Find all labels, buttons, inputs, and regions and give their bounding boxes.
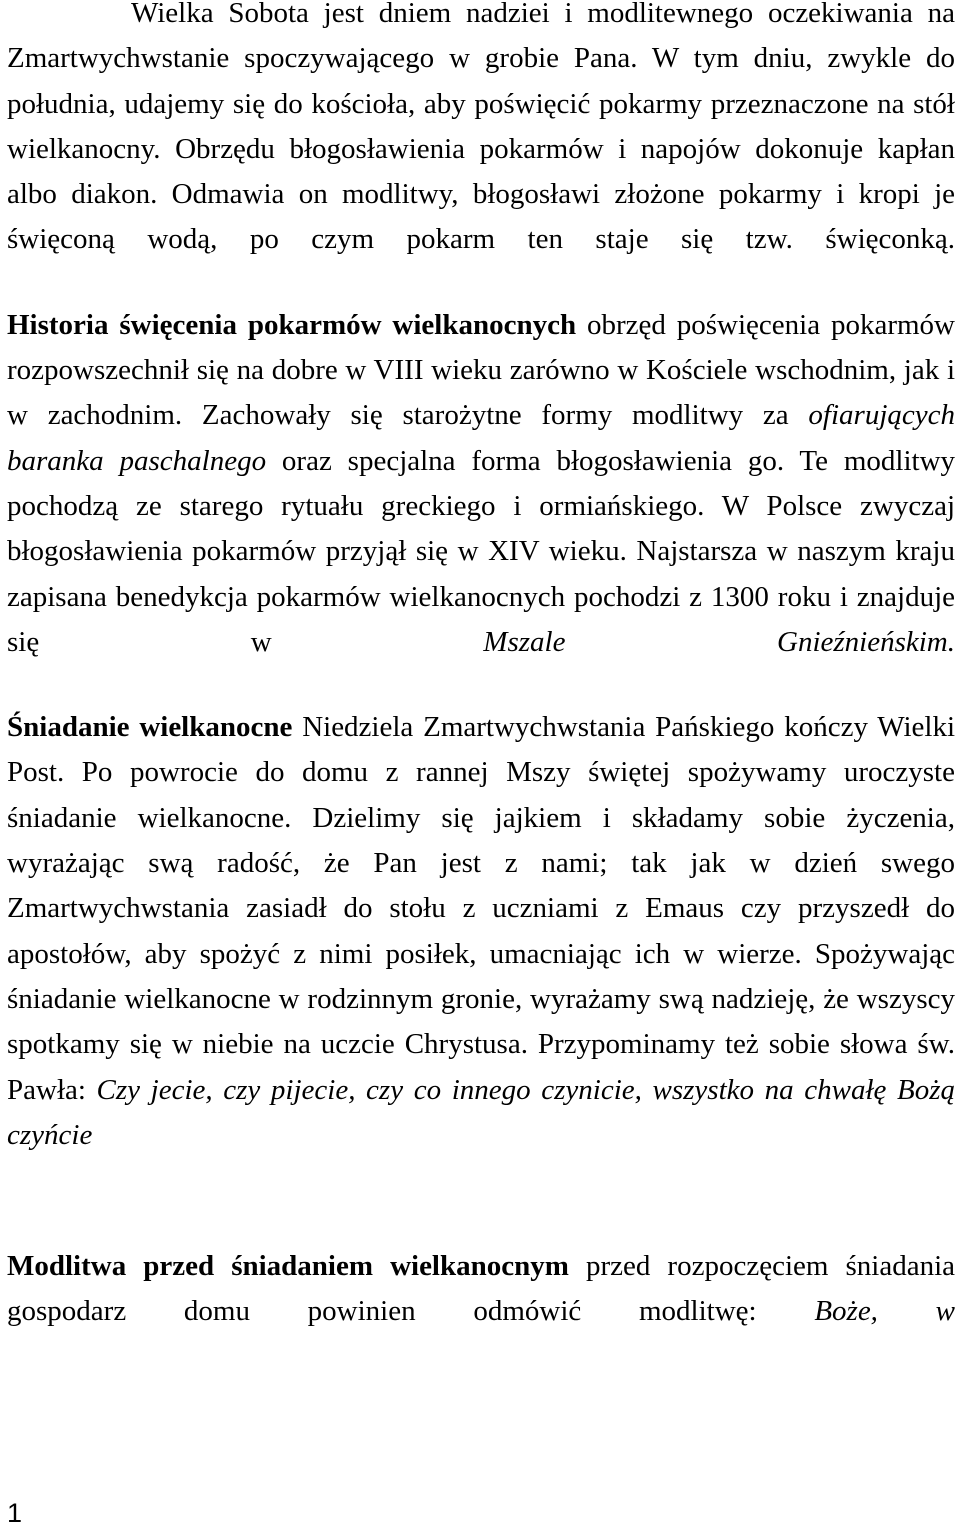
paragraph-historia [7,303,955,665]
italic-phrase: ofiarujących baranka paschalnego [7,399,955,477]
page-number: 1 [7,1498,23,1528]
paragraph-text: przed rozpoczęciem śniadania gospodarz domu powinien odmówić modlitwę: [7,1250,956,1328]
section-heading-historia: Historia święcenia pokarmów wielkanocnych [7,308,577,341]
section-heading-sniadanie: Śniadanie wielkanocne [7,711,293,744]
paragraph-text: Wielka Sobota jest dniem nadziei i modlitewnego oczekiwania na Zmartwychwstanie spoczywającego w grobie Pana. W tym dniu, zwykle do południa, udajemy się do kościoła, aby poświęcić pokarmy przeznaczone na stół wielkanocny. Obrzędu błogosławienia pokarmów i napojów dokonuje kapłan albo diakon. Odmawia on modlitwy, błogosławi złożone pokarmy i kropi je święconą wodą, po czym pokarm ten staje się tzw. święconką. [7,0,955,256]
paragraph-text: obrzęd poświęcenia pokarmów rozpowszechnił się na dobre w VIII wieku zarówno w Kościele wschodnim, jak i w zachodnim. Zachowały się starożytne formy modlitwy za [7,308,955,432]
paragraph-spacer [7,263,955,303]
document-page [7,0,955,1335]
paragraph-text: oraz specjalna forma błogosławienia go. Te modlitwy pochodzą ze starego rytuału greckiego i ormiańskiego. W Polsce zwyczaj błogosławienia pokarmów przyjął się w XIV wieku. Najstarsza w naszym kraju zapisana benedykcja pokarmów wielkanocnych pochodzi z 1300 roku i znajduje się w [7,444,956,658]
paragraph-modlitwa [7,1244,955,1335]
paragraph-spacer [7,665,955,705]
italic-phrase: Mszale Gnieźnieńskim. [483,625,955,658]
section-heading-modlitwa: Modlitwa przed śniadaniem wielkanocnym [7,1250,569,1283]
paragraph-sniadanie [7,705,955,1158]
paragraph-spacer [7,1158,955,1244]
paragraph-wielka-sobota [7,0,955,263]
italic-phrase: Boże, w [814,1295,955,1328]
italic-quote: Czy jecie, czy pijecie, czy co innego czynicie, wszystko na chwałę Bożą czyńcie [7,1073,955,1151]
paragraph-text: Niedziela Zmartwychwstania Pańskiego kończy Wielki Post. Po powrocie do domu z rannej Mszy świętej spożywamy uroczyste śniadanie wielkanocne. Dzielimy się jajkiem i składamy sobie życzenia, wyrażając swą radość, że Pan jest z nami; tak jak w dzień swego Zmartwychwstania zasiadł do stołu z uczniami z Emaus czy przyszedł do apostołów, aby spożyć z nimi posiłek, umacniając ich w wierze. Spożywając śniadanie wielkanocne w rodzinnym gronie, wyrażamy swą nadzieję, że wszyscy spotkamy się w niebie na uczcie Chrystusa. Przypominamy też sobie słowa św. Pawła: [7,711,955,1106]
